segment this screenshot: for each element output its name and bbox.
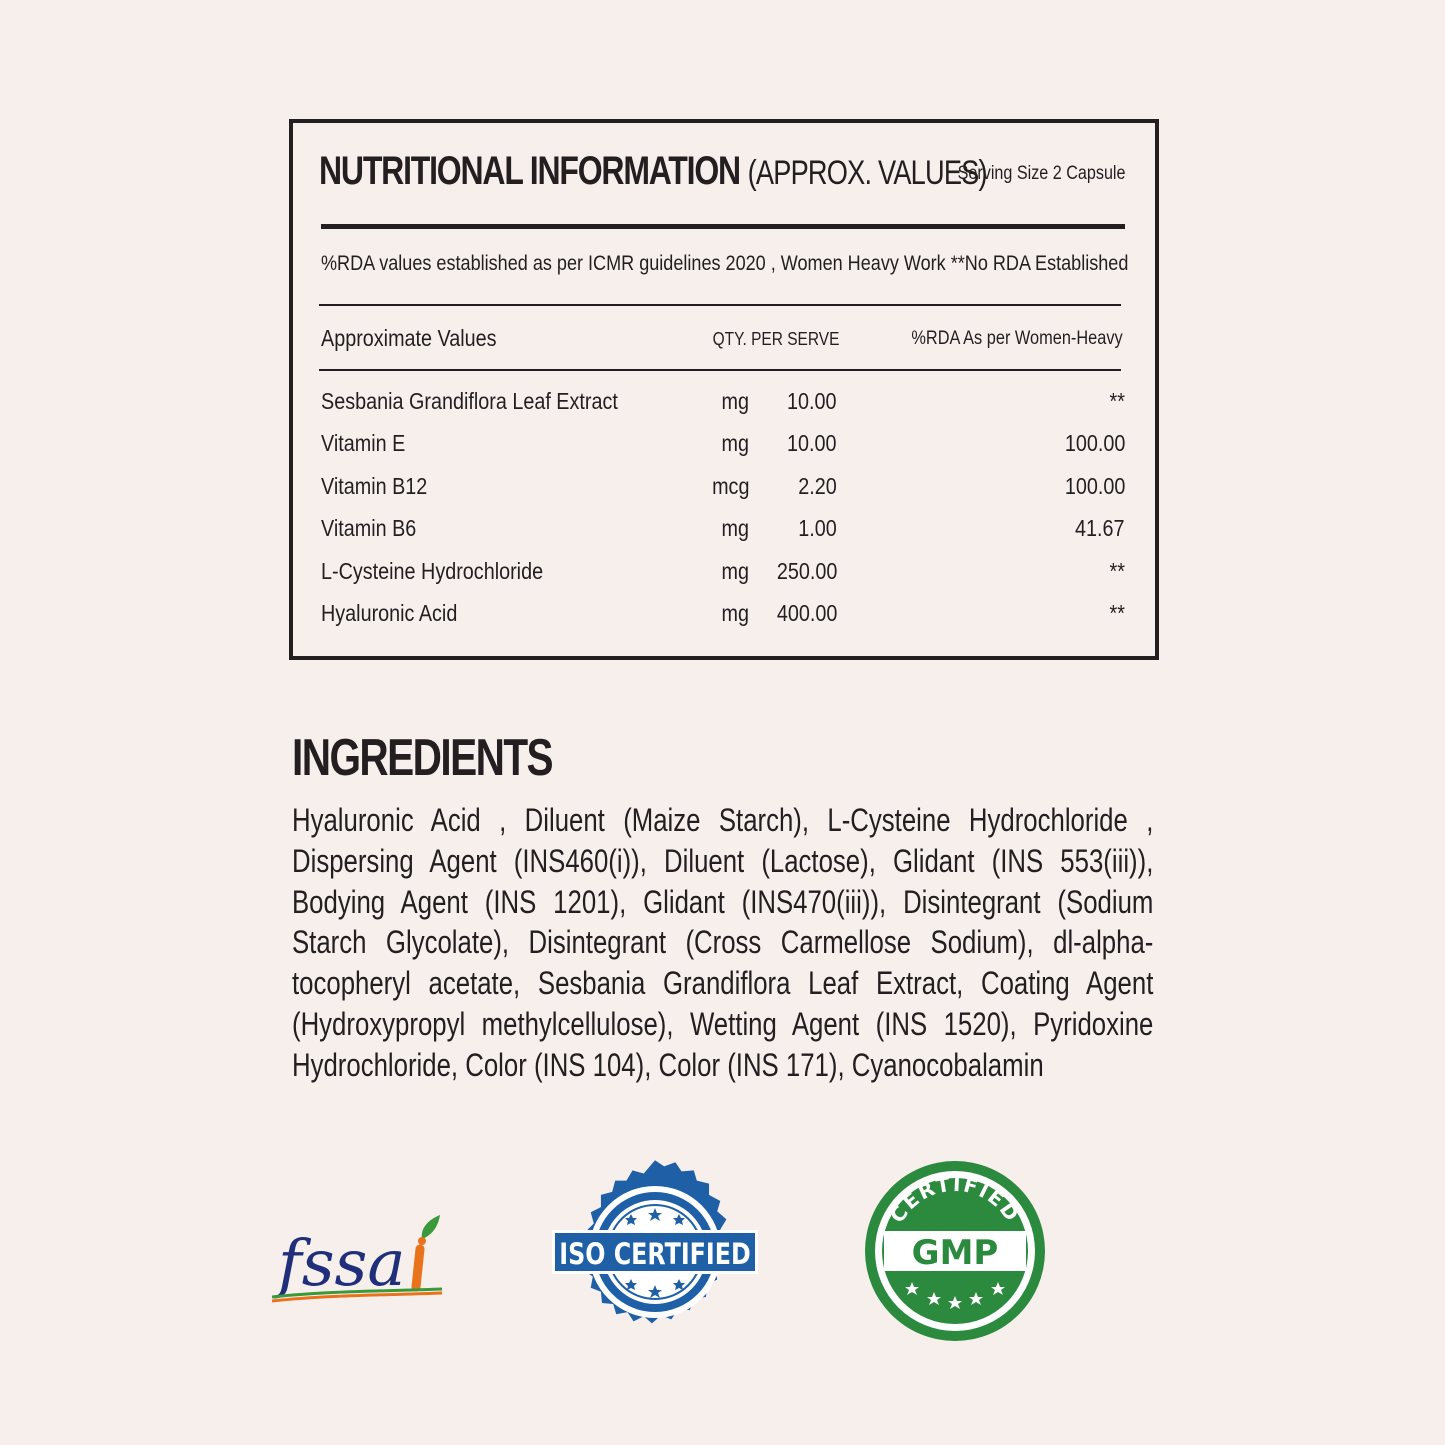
iso-certified-seal [552,1160,758,1344]
row-qty: 250.00 [776,558,837,584]
row-name: Vitamin B12 [321,473,428,499]
fssai-logo-text: fssa [278,1227,406,1301]
ingredients-title: INGREDIENTS [292,729,553,787]
row-name: Vitamin B6 [321,515,417,541]
row-rda: 41.67 [1075,515,1125,541]
row-unit: mg [721,558,749,584]
nutrition-title-row [319,149,1125,197]
row-name: Sesbania Grandiflora Leaf Extract [321,388,618,414]
table-row [293,430,1155,472]
rda-note: %RDA values established as per ICMR guidelines 2020 , Women Heavy Work **No RDA Established [321,252,1129,275]
row-unit: mg [721,388,749,414]
row-name: Vitamin E [321,430,406,456]
serving-size: Serving Size 2 Capsule [957,163,1125,184]
row-qty: 1.00 [798,515,837,541]
row-unit: mg [721,600,749,626]
row-qty: 400.00 [776,600,837,626]
header-qty: QTY. PER SERVE [712,329,839,349]
row-qty: 10.00 [787,430,837,456]
row-rda: ** [1109,388,1125,414]
row-qty: 10.00 [787,388,837,414]
row-rda: 100.00 [1064,473,1125,499]
row-rda: ** [1109,600,1125,626]
table-row [293,388,1155,430]
gmp-arc-text: CERTIFIED [884,1171,1025,1228]
nutrition-title [319,149,987,194]
gmp-certified-seal [862,1158,1048,1344]
table-row [293,473,1155,515]
divider [319,304,1121,306]
row-name: L-Cysteine Hydrochloride [321,558,544,584]
ingredients-text: Hyaluronic Acid , Diluent (Maize Starch), L-Cysteine Hydrochloride , Dispersing Agent (INS460(i)), Diluent (Lactose), Glidant (INS 553(iii)), Bodying Agent (INS 1201), Glidant (INS470(iii)), Disintegrant (Sodium Starch Glycolate), Disintegrant (Cross Carmellose Sodium), dl-alpha-tocopheryl acetate, Sesbania Grandiflora Leaf Extract, Coating Agent (Hydroxypropyl methylcellulose), Wetting Agent (INS 1520), Pyridoxine Hydrochloride, Color (INS 104), Color (INS 171), Cyanocobalamin [292,802,1154,1083]
nutrition-title-main: NUTRITIONAL INFORMATION [319,149,740,193]
row-unit: mcg [711,473,749,499]
thick-divider [321,224,1125,229]
divider [319,369,1121,371]
header-name: Approximate Values [321,325,497,351]
iso-logo-text: ISO CERTIFIED [559,1237,751,1272]
table-row [293,515,1155,557]
row-rda: 100.00 [1064,430,1125,456]
fssai-logo [270,1205,450,1305]
row-unit: mg [721,430,749,456]
table-row [293,558,1155,600]
header-rda: %RDA As per Women-Heavy [911,328,1123,349]
table-row [293,600,1155,642]
row-rda: ** [1109,558,1125,584]
row-unit: mg [721,515,749,541]
row-qty: 2.20 [798,473,837,499]
nutrition-title-suffix: (APPROX. VALUES) [747,154,987,192]
row-name: Hyaluronic Acid [321,600,458,626]
gmp-logo-text: GMP [911,1233,999,1273]
nutrition-panel [289,119,1159,660]
